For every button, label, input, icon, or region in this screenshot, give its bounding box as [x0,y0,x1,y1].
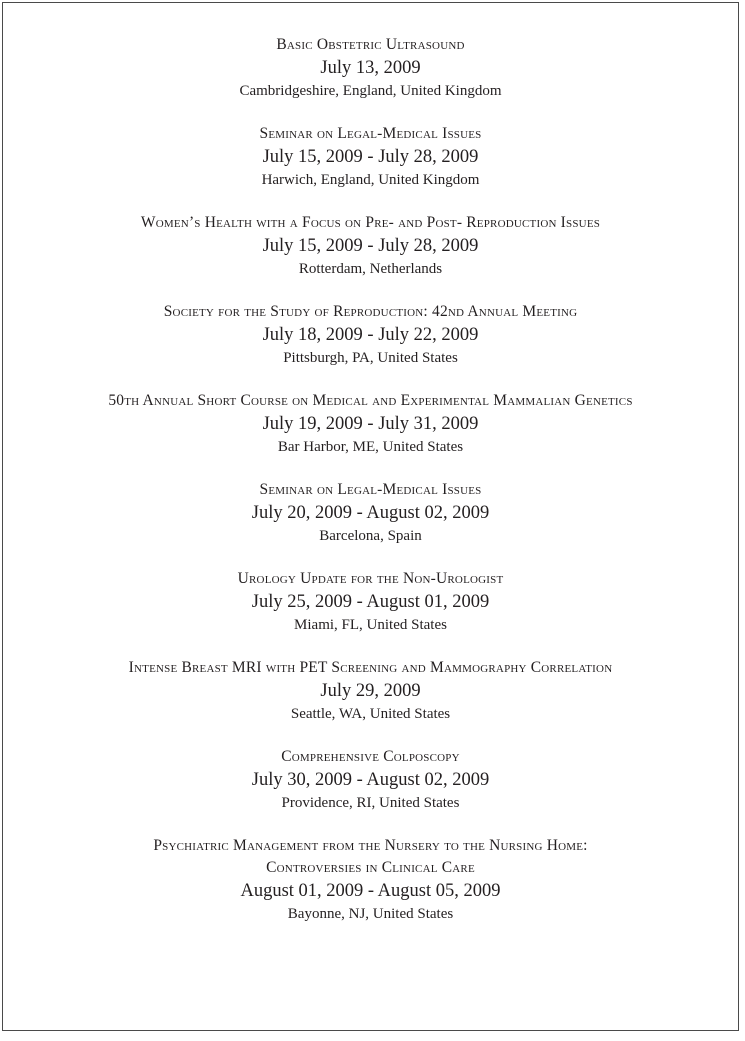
event-title: Society for the Study of Reproduction: 42nd Annual Meeting [163,303,578,320]
event-title: 50th Annual Short Course on Medical and Experimental Mammalian Genetics [108,392,633,409]
event-item [2,34,739,102]
event-dates: July 20, 2009 - August 02, 2009 [251,503,490,523]
event-item [2,835,739,925]
event-item [2,657,739,725]
event-dates: July 13, 2009 [320,58,421,78]
event-title: Basic Obstetric Ultrasound [276,36,465,53]
event-title: Psychiatric Management from the Nursery to the Nursing Home: [153,837,588,854]
event-dates: July 30, 2009 - August 02, 2009 [251,770,490,790]
event-title: Comprehensive Colposcopy [281,748,460,765]
event-title: Intense Breast MRI with PET Screening and Mammography Correlation [128,659,613,676]
event-dates: July 25, 2009 - August 01, 2009 [251,592,490,612]
event-location: Rotterdam, Netherlands [298,261,443,277]
event-item [2,479,739,547]
event-location: Seattle, WA, United States [290,706,451,722]
event-location: Miami, FL, United States [294,617,447,633]
event-location: Bar Harbor, ME, United States [277,439,464,455]
event-dates: July 15, 2009 - July 28, 2009 [262,147,479,167]
event-location: Pittsburgh, PA, United States [283,350,458,366]
event-location: Harwich, England, United Kingdom [261,172,480,188]
event-dates: July 19, 2009 - July 31, 2009 [262,414,479,434]
event-item [2,390,739,458]
event-item [2,301,739,369]
event-item [2,568,739,636]
event-dates: July 15, 2009 - July 28, 2009 [262,236,479,256]
event-dates: August 01, 2009 - August 05, 2009 [240,881,501,901]
event-location: Cambridgeshire, England, United Kingdom [239,83,502,99]
event-list [2,34,739,946]
event-dates: July 29, 2009 [320,681,421,701]
event-title-continued: Controversies in Clinical Care [266,859,475,876]
event-dates: July 18, 2009 - July 22, 2009 [262,325,479,345]
event-item [2,123,739,191]
event-title: Seminar on Legal-Medical Issues [259,481,482,498]
event-title: Urology Update for the Non-Urologist [237,570,504,587]
event-location: Bayonne, NJ, United States [287,906,454,922]
event-item [2,212,739,280]
event-location: Barcelona, Spain [319,528,422,544]
event-title: Women’s Health with a Focus on Pre- and Post- Reproduction Issues [140,214,601,231]
event-item [2,746,739,814]
event-location: Providence, RI, United States [281,795,460,811]
event-title: Seminar on Legal-Medical Issues [259,125,482,142]
